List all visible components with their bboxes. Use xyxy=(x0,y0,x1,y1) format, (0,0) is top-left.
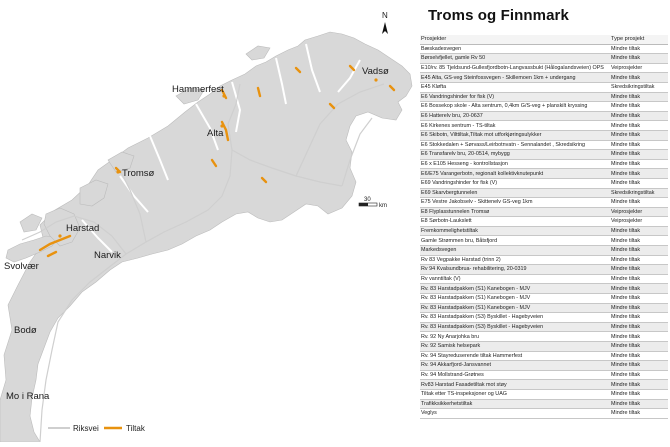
project-name-cell: Rv. 83 Harstadpakken (S3) Byskillet - Hagebyveien xyxy=(420,313,610,323)
city-label-svolvaer: Svolvær xyxy=(4,261,39,272)
project-name-cell: E75 Vestre Jakobselv - Skittenelv GS-veg 1km xyxy=(420,198,610,208)
project-type-cell: Mindre tiltak xyxy=(610,313,668,323)
project-type-cell: Mindre tiltak xyxy=(610,226,668,236)
project-type-cell: Mindre tiltak xyxy=(610,322,668,332)
table-row xyxy=(420,274,668,284)
city-label-alta: Alta xyxy=(207,128,224,139)
project-type-cell: Mindre tiltak xyxy=(610,246,668,256)
project-name-cell: Trafikksikkerhetstiltak xyxy=(420,399,610,409)
project-name-cell: E6 Stokkedalen + Sørvass/Leirbotnvatn - Sennalandet , Skredsikring xyxy=(420,140,610,150)
map-legend xyxy=(48,424,146,433)
project-name-cell: E6 Skibotn, Vilttiltak,Tiltak mot utforkjøringsulykker xyxy=(420,130,610,140)
project-name-cell: Tiltak etter TS-inspeksjoner og UAG xyxy=(420,389,610,399)
table-row xyxy=(420,370,668,380)
project-type-cell: Veiprosjekter xyxy=(610,63,668,73)
city-label-vadso: Vadsø xyxy=(362,66,389,77)
project-name-cell: Rv. 94 Akkarfjord-Jansvannet xyxy=(420,361,610,371)
table-row xyxy=(420,82,668,92)
table-row xyxy=(420,226,668,236)
table-row xyxy=(420,361,668,371)
table-row xyxy=(420,294,668,304)
project-name-cell: E10/rv. 85 Tjeldsund-Gullesfjordbotn-Langvassbukt (Hålogalandsveien) OPS xyxy=(420,63,610,73)
table-row xyxy=(420,169,668,179)
table-row xyxy=(420,303,668,313)
project-type-cell: Mindre tiltak xyxy=(610,332,668,342)
table-row xyxy=(420,380,668,390)
north-label: N xyxy=(382,11,388,20)
project-type-cell: Mindre tiltak xyxy=(610,236,668,246)
table-row xyxy=(420,389,668,399)
panel-title: Troms og Finnmark xyxy=(428,7,569,24)
project-name-cell: Fremkommelighetstiltak xyxy=(420,226,610,236)
project-type-cell: Mindre tiltak xyxy=(610,44,668,54)
project-type-cell: Mindre tiltak xyxy=(610,121,668,131)
project-name-cell: Rv. 94 Stayreduserende tiltak Hammerfest xyxy=(420,351,610,361)
project-name-cell: E69 Skarvbergtunnelen xyxy=(420,188,610,198)
table-row xyxy=(420,188,668,198)
project-type-cell: Mindre tiltak xyxy=(610,370,668,380)
project-type-cell: Mindre tiltak xyxy=(610,294,668,304)
project-name-cell: E8 Sørbotn-Laukslett xyxy=(420,217,610,227)
project-name-cell: Gamle Strømmen bru, Båtsfjord xyxy=(420,236,610,246)
project-type-cell: Mindre tiltak xyxy=(610,73,668,83)
table-row xyxy=(420,63,668,73)
project-name-cell: E6/E75 Varangerbotn, regionalt kollektivknutepunkt xyxy=(420,169,610,179)
project-name-cell: E69 Vandringshinder for fisk (V) xyxy=(420,178,610,188)
project-type-cell: Mindre tiltak xyxy=(610,178,668,188)
project-name-cell: E6 Hatterelv bru, 20-0637 xyxy=(420,111,610,121)
table-row xyxy=(420,342,668,352)
table-row xyxy=(420,178,668,188)
table-row xyxy=(420,409,668,419)
header-type: Type prosjekt xyxy=(610,35,668,44)
project-type-cell: Mindre tiltak xyxy=(610,399,668,409)
project-name-cell: E6 Kirkenes sentrum - TS-tiltak xyxy=(420,121,610,131)
project-name-cell: Rv. 92 Samisk helsepark xyxy=(420,342,610,352)
project-type-cell: Mindre tiltak xyxy=(610,255,668,265)
table-row xyxy=(420,130,668,140)
scale-unit: km xyxy=(379,203,387,209)
city-label-harstad: Harstad xyxy=(66,223,100,234)
table-row xyxy=(420,140,668,150)
project-type-cell: Mindre tiltak xyxy=(610,159,668,169)
table-row xyxy=(420,44,668,54)
scale-bar xyxy=(359,197,387,209)
table-row xyxy=(420,150,668,160)
project-name-cell: E8 Flyplasstunnelen Tromsø xyxy=(420,207,610,217)
table-row xyxy=(420,284,668,294)
project-name-cell: Rv. 94 Mollstrand-Grøtnes xyxy=(420,370,610,380)
city-marker xyxy=(374,78,377,81)
table-row xyxy=(420,198,668,208)
project-name-cell: Rv 94 Kvalsundbrua- rehabilitering, 20-0319 xyxy=(420,265,610,275)
north-arrow-icon xyxy=(382,22,388,34)
project-panel xyxy=(420,0,670,442)
table-row xyxy=(420,255,668,265)
table-row xyxy=(420,92,668,102)
project-table xyxy=(420,35,668,419)
project-name-cell: Rv. 83 Harstadpakken (S1) Kanebogen - MJV xyxy=(420,303,610,313)
project-name-cell: Rv83 Harstad Fasadetiltak mot støy xyxy=(420,380,610,390)
project-type-cell: Mindre tiltak xyxy=(610,409,668,419)
table-row xyxy=(420,207,668,217)
table-row xyxy=(420,399,668,409)
table-body xyxy=(420,44,668,418)
table-row xyxy=(420,121,668,131)
project-name-cell: Markedsvegen xyxy=(420,246,610,256)
project-name-cell: Rv. 83 Harstadpakken (S1) Kanebogen - MJV xyxy=(420,284,610,294)
project-name-cell: E6 Vandringshinder for fisk (V) xyxy=(420,92,610,102)
project-name-cell: Bæskadesvegen xyxy=(420,44,610,54)
project-type-cell: Veiprosjekter xyxy=(610,207,668,217)
project-type-cell: Mindre tiltak xyxy=(610,361,668,371)
table-row xyxy=(420,111,668,121)
project-type-cell: Mindre tiltak xyxy=(610,351,668,361)
table-header-row xyxy=(420,35,668,44)
project-type-cell: Skredsikringstiltak xyxy=(610,82,668,92)
legend-riksvei-label: Riksvei xyxy=(73,424,99,433)
project-name-cell: Børselvfjellet, gamle Rv 50 xyxy=(420,54,610,64)
table-row xyxy=(420,102,668,112)
project-type-cell: Mindre tiltak xyxy=(610,198,668,208)
table-row xyxy=(420,332,668,342)
project-name-cell: Rv 83 Vegpakke Harstad (trinn 2) xyxy=(420,255,610,265)
table-row xyxy=(420,265,668,275)
city-label-hammerfest: Hammerfest xyxy=(172,84,224,95)
project-name-cell: Veglys xyxy=(420,409,610,419)
city-marker xyxy=(58,234,61,237)
project-type-cell: Mindre tiltak xyxy=(610,303,668,313)
project-type-cell: Mindre tiltak xyxy=(610,274,668,284)
header-prosjekter: Prosjekter xyxy=(420,35,610,44)
table-row xyxy=(420,322,668,332)
legend-tiltak-label: Tiltak xyxy=(126,424,145,433)
table-row xyxy=(420,217,668,227)
project-name-cell: E6 Bossekop skole - Alta sentrum, 0,4km G/S-veg + planskilt kryssing xyxy=(420,102,610,112)
north-arrow xyxy=(382,11,388,34)
city-label-narvik: Narvik xyxy=(94,250,121,261)
project-type-cell: Mindre tiltak xyxy=(610,150,668,160)
project-name-cell: Rv. 83 Harstadpakken (S3) Byskillet - Hagebyveien xyxy=(420,322,610,332)
table-row xyxy=(420,236,668,246)
project-type-cell: Veiprosjekter xyxy=(610,217,668,227)
project-type-cell: Mindre tiltak xyxy=(610,92,668,102)
table-row xyxy=(420,54,668,64)
project-type-cell: Mindre tiltak xyxy=(610,389,668,399)
project-type-cell: Mindre tiltak xyxy=(610,102,668,112)
project-type-cell: Mindre tiltak xyxy=(610,342,668,352)
city-label-moirana: Mo i Rana xyxy=(6,391,50,402)
scale-value: 30 xyxy=(364,197,371,203)
city-label-bodo: Bodø xyxy=(14,325,37,336)
island-vesteralen xyxy=(20,214,42,232)
city-marker xyxy=(116,170,119,173)
project-type-cell: Mindre tiltak xyxy=(610,140,668,150)
project-name-cell: E45 Kløfta xyxy=(420,82,610,92)
project-type-cell: Skredsikringstiltak xyxy=(610,188,668,198)
project-type-cell: Mindre tiltak xyxy=(610,169,668,179)
table-row xyxy=(420,351,668,361)
project-name-cell: Rv vanntiltak (V) xyxy=(420,274,610,284)
project-name-cell: E6 x E105 Hesseng - kontrollstasjon xyxy=(420,159,610,169)
project-name-cell: Rv. 92 Ny Anarjohka bru xyxy=(420,332,610,342)
project-type-cell: Mindre tiltak xyxy=(610,111,668,121)
city-label-tromso: Tromsø xyxy=(122,168,155,179)
table-row xyxy=(420,313,668,323)
project-type-cell: Mindre tiltak xyxy=(610,130,668,140)
table-row xyxy=(420,246,668,256)
project-name-cell: E6 Transfarelv bru, 20-0514, mybygg xyxy=(420,150,610,160)
project-type-cell: Mindre tiltak xyxy=(610,284,668,294)
project-type-cell: Mindre tiltak xyxy=(610,380,668,390)
project-name-cell: E45 Alta, GS-veg Steinfossvegen - Skillemoen 1km + undergang xyxy=(420,73,610,83)
island-mageroya xyxy=(246,46,270,60)
project-type-cell: Mindre tiltak xyxy=(610,54,668,64)
table-row xyxy=(420,159,668,169)
project-type-cell: Mindre tiltak xyxy=(610,265,668,275)
table-row xyxy=(420,73,668,83)
project-name-cell: Rv. 83 Harstadpakken (S1) Kanebogen - MJV xyxy=(420,294,610,304)
